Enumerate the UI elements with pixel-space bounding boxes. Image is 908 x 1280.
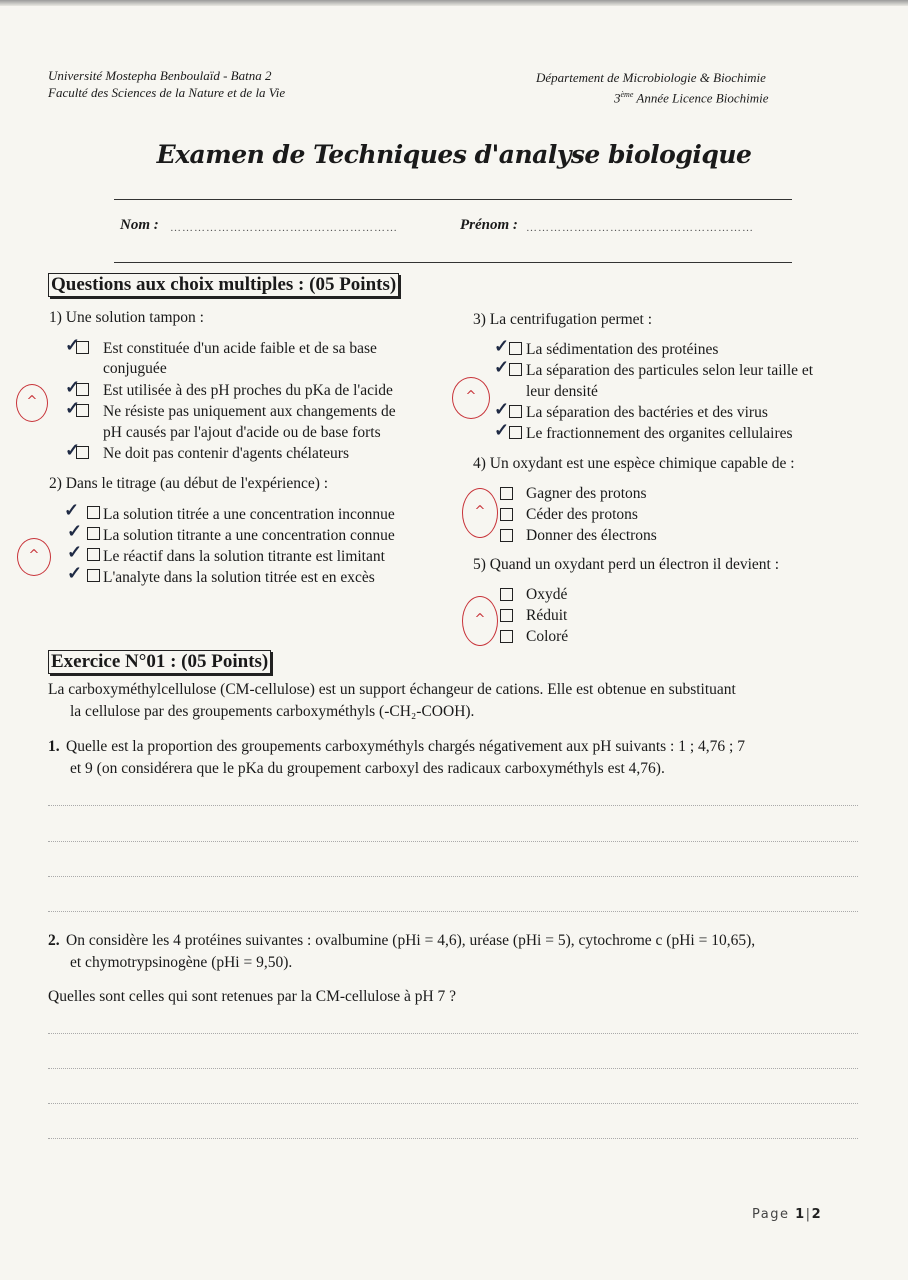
check-mark-icon: ✓: [64, 500, 80, 520]
question-2-prompt: Quelles sont celles qui sont retenues par la CM-cellulose à pH 7 ?: [48, 988, 457, 1005]
q2-label: 2) Dans le titrage (au début de l'expérience) :: [49, 475, 329, 492]
exercise-title: Exercice N°01 : (05 Points): [48, 650, 271, 674]
q3-option-2-cont: leur densité: [526, 383, 598, 400]
answer-line[interactable]: [48, 911, 858, 912]
q5-checkbox-3[interactable]: [500, 630, 513, 643]
qcm-section-title: Questions aux choix multiples : (05 Points): [48, 273, 399, 297]
nom-field[interactable]: …………………………………………………: [170, 222, 398, 234]
prenom-label: Prénom :: [460, 217, 518, 233]
check-mark-icon: ✓: [67, 542, 83, 562]
answer-line[interactable]: [48, 805, 858, 806]
q3-checkbox-1[interactable]: [509, 342, 522, 355]
q4-checkbox-1[interactable]: [500, 487, 513, 500]
study-year: 3ème Année Licence Biochimie: [614, 90, 769, 106]
divider-top: [114, 199, 792, 200]
q5-checkbox-2[interactable]: [500, 609, 513, 622]
q4-checkbox-2[interactable]: [500, 508, 513, 521]
faculty-name: Faculté des Sciences de la Nature et de la Vie: [48, 85, 286, 100]
q2-option-4: L'analyte dans la solution titrée est en excès: [103, 569, 375, 586]
exercise-intro-2: la cellulose par des groupements carboxyméthyls (-CH₂-COOH).: [70, 703, 475, 720]
q5-option-3: Coloré: [526, 628, 569, 645]
q2-option-2: La solution titrante a une concentration connue: [103, 527, 395, 544]
check-mark-icon: ✓: [65, 335, 81, 355]
question-2-text-2: et chymotrypsinogène (pHi = 9,50).: [70, 954, 293, 971]
q2-option-3: Le réactif dans la solution titrante est limitant: [103, 548, 385, 565]
check-mark-icon: ✓: [494, 399, 510, 419]
check-mark-icon: ✓: [65, 398, 81, 418]
check-mark-icon: ✓: [494, 336, 510, 356]
q3-checkbox-3[interactable]: [509, 405, 522, 418]
q4-option-2: Céder des protons: [526, 506, 638, 523]
question-1-text-2: et 9 (on considérera que le pKa du groupement carboxyl des radicaux carboxyméthyls est 4,76).: [70, 760, 665, 777]
grade-circle-q1: ^: [16, 384, 48, 422]
q5-checkbox-1[interactable]: [500, 588, 513, 601]
prenom-field[interactable]: …………………………………………………: [526, 222, 754, 234]
check-mark-icon: ✓: [65, 377, 81, 397]
answer-line[interactable]: [48, 876, 858, 877]
q1-label: 1) Une solution tampon :: [49, 309, 204, 326]
nom-label: Nom :: [120, 217, 159, 233]
q4-option-1: Gagner des protons: [526, 485, 647, 502]
check-mark-icon: ✓: [494, 420, 510, 440]
q1-option-1-cont: conjuguée: [103, 360, 167, 377]
q4-label: 4) Un oxydant est une espèce chimique capable de :: [473, 455, 795, 472]
q1-option-3-cont: pH causés par l'ajout d'acide ou de base forts: [103, 424, 381, 441]
answer-line[interactable]: [48, 1068, 858, 1069]
grade-circle-q5: ^: [462, 596, 498, 646]
q5-option-2: Réduit: [526, 607, 568, 624]
q2-checkbox-1[interactable]: [87, 506, 100, 519]
q3-option-4: Le fractionnement des organites cellulaires: [526, 425, 793, 442]
q1-option-2: Est utilisée à des pH proches du pKa de l'acide: [103, 382, 393, 399]
exam-title: Examen de Techniques d'analyse biologique: [156, 140, 752, 169]
q2-checkbox-2[interactable]: [87, 527, 100, 540]
exercise-intro-1: La carboxyméthylcellulose (CM-cellulose) est un support échangeur de cations. Elle est obtenue en substituant: [48, 681, 736, 698]
q2-option-1: La solution titrée a une concentration inconnue: [103, 506, 395, 523]
question-2-number: 2.: [48, 932, 60, 949]
q3-label: 3) La centrifugation permet :: [473, 311, 653, 328]
q1-option-4: Ne doit pas contenir d'agents chélateurs: [103, 445, 349, 462]
grade-circle-q3: ^: [452, 377, 490, 419]
q5-label: 5) Quand un oxydant perd un électron il devient :: [473, 556, 780, 573]
q4-checkbox-3[interactable]: [500, 529, 513, 542]
question-1-text-1: Quelle est la proportion des groupements carboxyméthyls chargés négativement aux pH suivants : 1 ; 4,76 ; 7: [66, 738, 745, 755]
answer-line[interactable]: [48, 1138, 858, 1139]
answer-line[interactable]: [48, 1033, 858, 1034]
q1-option-3: Ne résiste pas uniquement aux changements de: [103, 403, 396, 420]
check-mark-icon: ✓: [65, 440, 81, 460]
answer-line[interactable]: [48, 1103, 858, 1104]
department-name: Département de Microbiologie & Biochimie: [536, 70, 766, 85]
check-mark-icon: ✓: [494, 357, 510, 377]
q3-option-3: La séparation des bactéries et des virus: [526, 404, 768, 421]
q1-option-1: Est constituée d'un acide faible et de sa base: [103, 340, 377, 357]
q3-checkbox-4[interactable]: [509, 426, 522, 439]
divider-bottom: [114, 262, 792, 263]
q3-option-1: La sédimentation des protéines: [526, 341, 719, 358]
q3-option-2: La séparation des particules selon leur taille et: [526, 362, 814, 379]
q3-checkbox-2[interactable]: [509, 363, 522, 376]
question-2-text-1: On considère les 4 protéines suivantes : ovalbumine (pHi = 4,6), uréase (pHi = 5), cytochrome c (pHi = 10,65),: [66, 932, 756, 949]
q2-checkbox-4[interactable]: [87, 569, 100, 582]
check-mark-icon: ✓: [67, 563, 83, 583]
page-number: Page 1|2: [752, 1207, 823, 1222]
q4-option-3: Donner des électrons: [526, 527, 657, 544]
answer-line[interactable]: [48, 841, 858, 842]
grade-circle-q2: ^: [17, 538, 51, 576]
question-1-number: 1.: [48, 738, 60, 755]
grade-circle-q4: ^: [462, 488, 498, 538]
q5-option-1: Oxydé: [526, 586, 568, 603]
scan-edge: [0, 0, 908, 6]
q2-checkbox-3[interactable]: [87, 548, 100, 561]
check-mark-icon: ✓: [67, 521, 83, 541]
university-name: Université Mostepha Benboulaïd - Batna 2: [48, 68, 272, 83]
